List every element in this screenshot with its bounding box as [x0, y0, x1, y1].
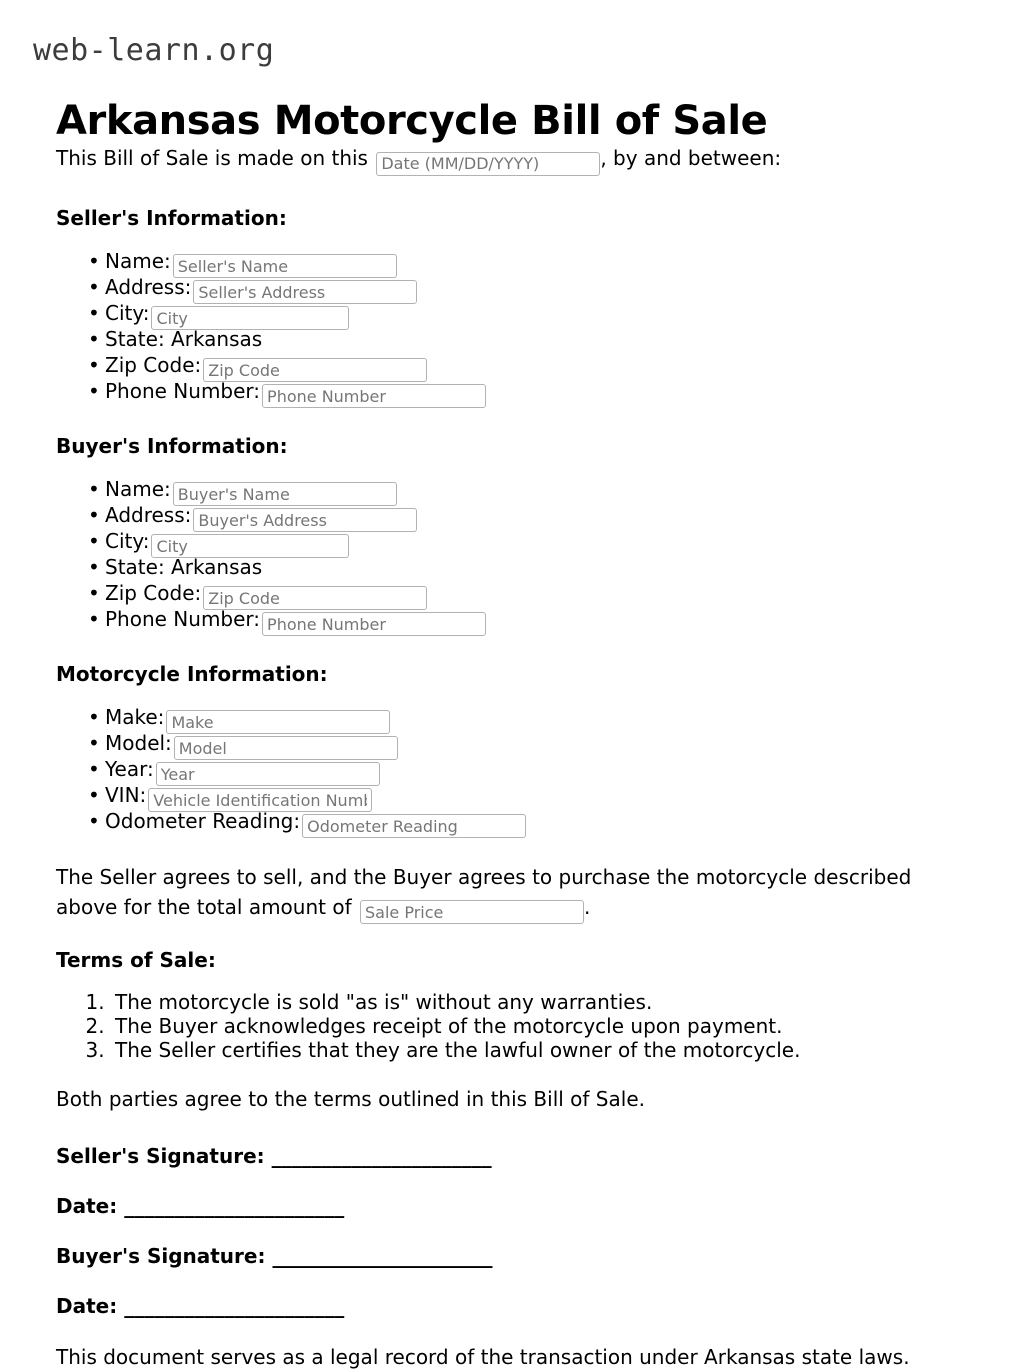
- field-label: Name:: [105, 248, 171, 273]
- list-item: [105, 248, 966, 274]
- list-item: [105, 326, 966, 352]
- list-item: [105, 528, 966, 554]
- buyer-signature-row: [56, 1242, 966, 1270]
- seller-date-row: [56, 1192, 966, 1220]
- date-input[interactable]: [376, 152, 600, 176]
- terms-agreement-note: Both parties agree to the terms outlined in this Bill of Sale.: [56, 1087, 645, 1111]
- terms-section-heading: Terms of Sale:: [56, 948, 216, 972]
- buyer-date-row: [56, 1292, 966, 1320]
- intro-text-after: , by and between:: [600, 146, 782, 170]
- list-item: [105, 704, 966, 730]
- document-body: [56, 143, 966, 1372]
- list-item: [105, 808, 966, 834]
- list-item: [105, 756, 966, 782]
- field-label: Phone Number:: [105, 606, 261, 631]
- agreement-text-after: .: [583, 894, 591, 919]
- seller-date-label: Date:: [56, 1194, 118, 1218]
- list-item: [105, 502, 966, 528]
- odometer-input[interactable]: [302, 814, 526, 838]
- page-title: Arkansas Motorcycle Bill of Sale: [56, 97, 768, 144]
- buyer-state-value: State: Arkansas: [105, 554, 263, 579]
- agreement-text-before: The Seller agrees to sell, and the Buyer agrees to purchase the motorcycle described above for the total amount of: [56, 864, 912, 919]
- buyer-date-label: Date:: [56, 1294, 118, 1318]
- list-item: [105, 782, 966, 808]
- list-item: 2. The Buyer acknowledges receipt of the motorcycle upon payment.: [111, 1014, 966, 1038]
- footer-note: This document serves as a legal record of the transaction under Arkansas state laws.: [56, 1345, 910, 1369]
- list-item: [105, 274, 966, 300]
- seller-state-value: State: Arkansas: [105, 326, 263, 351]
- seller-phone-input[interactable]: [262, 384, 486, 408]
- field-label: City:: [105, 528, 150, 553]
- field-label: Model:: [105, 730, 172, 755]
- field-label: Address:: [105, 274, 192, 299]
- field-label: Odometer Reading:: [105, 808, 301, 833]
- field-label: Zip Code:: [105, 352, 202, 377]
- list-item: 1. The motorcycle is sold "as is" without any warranties.: [111, 990, 966, 1014]
- buyer-signature-line[interactable]: ______________________: [272, 1244, 493, 1268]
- motorcycle-section-heading: Motorcycle Information:: [56, 661, 328, 686]
- list-item: [105, 730, 966, 756]
- buyer-phone-input[interactable]: [262, 612, 486, 636]
- list-item: [105, 300, 966, 326]
- intro-paragraph: [56, 143, 966, 176]
- seller-signature-line[interactable]: ______________________: [271, 1144, 492, 1168]
- buyer-field-list: [56, 476, 966, 632]
- buyer-signature-label: Buyer's Signature:: [56, 1244, 266, 1268]
- field-label: City:: [105, 300, 150, 325]
- list-item: [105, 476, 966, 502]
- list-item: 3. The Seller certifies that they are the lawful owner of the motorcycle.: [111, 1038, 966, 1062]
- buyer-section-heading: Buyer's Information:: [56, 433, 288, 458]
- field-label: Phone Number:: [105, 378, 261, 403]
- motorcycle-field-list: [56, 704, 966, 834]
- site-brand: web-learn.org: [33, 33, 275, 68]
- seller-date-line[interactable]: ______________________: [124, 1194, 345, 1218]
- field-label: VIN:: [105, 782, 147, 807]
- list-item: [105, 580, 966, 606]
- field-label: Make:: [105, 704, 165, 729]
- list-item: [105, 554, 966, 580]
- seller-section-heading: Seller's Information:: [56, 205, 287, 230]
- list-item: [105, 606, 966, 632]
- seller-signature-row: [56, 1142, 966, 1170]
- terms-list: [56, 990, 966, 1062]
- agreement-paragraph: [56, 862, 966, 925]
- seller-signature-label: Seller's Signature:: [56, 1144, 265, 1168]
- buyer-date-line[interactable]: ______________________: [124, 1294, 345, 1318]
- field-label: Address:: [105, 502, 192, 527]
- field-label: Zip Code:: [105, 580, 202, 605]
- sale-price-input[interactable]: [360, 900, 584, 924]
- field-label: Name:: [105, 476, 171, 501]
- list-item: [105, 378, 966, 404]
- intro-text-before: This Bill of Sale is made on this: [56, 146, 368, 170]
- seller-field-list: [56, 248, 966, 404]
- list-item: [105, 352, 966, 378]
- field-label: Year:: [105, 756, 154, 781]
